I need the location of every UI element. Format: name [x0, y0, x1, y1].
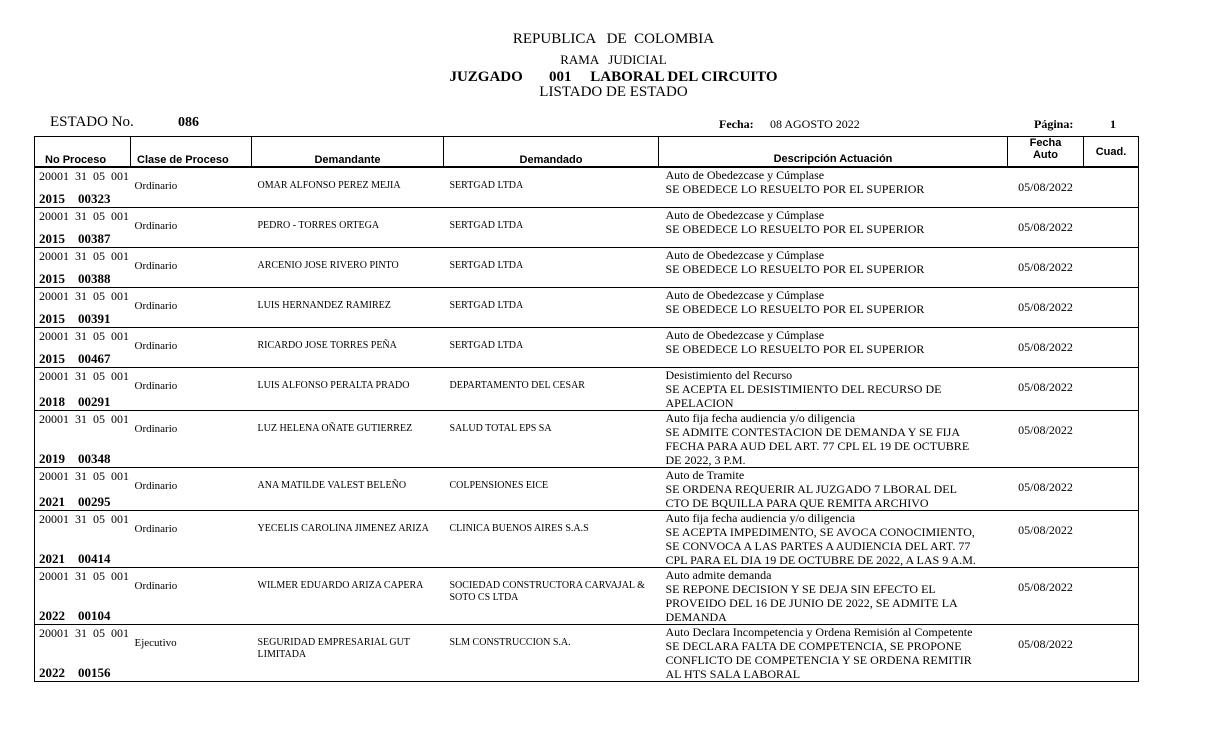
cuad: [1084, 327, 1139, 367]
proceso-cell: [35, 207, 131, 247]
proceso-number: 20001 31 05 001: [39, 625, 129, 640]
fecha-auto: 05/08/2022: [1008, 287, 1084, 327]
demandado: SLM CONSTRUCCION S.A.: [444, 624, 659, 681]
table-row: [35, 207, 1139, 247]
demandante: LUZ HELENA OÑATE GUTIERREZ: [252, 410, 444, 467]
clase-proceso: Ordinario: [131, 167, 252, 207]
clase-proceso: Ordinario: [131, 510, 252, 567]
descripcion-actuacion: [659, 467, 1008, 510]
demandante: YECELIS CAROLINA JIMENEZ ARIZA: [252, 510, 444, 567]
actuacion-detail: SE OBEDECE LO RESUELTO POR EL SUPERIOR: [665, 182, 925, 196]
clase-proceso: Ordinario: [131, 247, 252, 287]
fecha-auto: 05/08/2022: [1008, 207, 1084, 247]
descripcion-actuacion: [659, 167, 1008, 207]
estado-label: ESTADO No.: [50, 114, 134, 130]
col-demandado: Demandado: [444, 137, 659, 168]
proceso-number: 20001 31 05 001: [39, 411, 129, 426]
actuacion-detail: SE OBEDECE LO RESUELTO POR EL SUPERIOR: [665, 341, 925, 356]
proceso-year: 2015 00391: [39, 310, 111, 326]
descripcion-actuacion: [659, 247, 1008, 287]
actuacion-title: Auto admite demanda: [665, 567, 772, 582]
table-row: [35, 410, 1139, 467]
demandado: DEPARTAMENTO DEL CESAR: [444, 367, 659, 410]
demandante: LUIS ALFONSO PERALTA PRADO: [252, 367, 444, 410]
table-row: [35, 367, 1139, 410]
clase-proceso: Ordinario: [131, 567, 252, 624]
descripcion-actuacion: [659, 410, 1008, 467]
demandado: SERTGAD LTDA: [444, 287, 659, 327]
cuad: [1084, 167, 1139, 207]
table-header-row: [35, 137, 1139, 168]
actuacion-detail: SE DECLARA FALTA DE COMPETENCIA, SE PROPONE CONFLICTO DE COMPETENCIA Y SE ORDENA REMITIR AL HTS SALA LABORAL: [665, 638, 972, 681]
fecha-value: 08 AGOSTO 2022: [770, 117, 860, 131]
proceso-cell: [35, 624, 131, 681]
table-row: [35, 567, 1139, 624]
proceso-cell: [35, 367, 131, 410]
demandado: COLPENSIONES EICE: [444, 467, 659, 510]
proceso-number: 20001 31 05 001: [39, 169, 129, 183]
cuad: [1084, 510, 1139, 567]
proceso-number: 20001 31 05 001: [39, 568, 129, 583]
proceso-year: 2021 00295: [39, 493, 111, 509]
fecha-label: Fecha:: [719, 117, 754, 131]
table-row: [35, 467, 1139, 510]
demandado: SERTGAD LTDA: [444, 247, 659, 287]
pagina-value: 1: [1110, 117, 1116, 131]
demandado: SALUD TOTAL EPS SA: [444, 410, 659, 467]
proceso-cell: [35, 247, 131, 287]
header-listado: LISTADO DE ESTADO: [539, 84, 688, 100]
proceso-number: 20001 31 05 001: [39, 368, 129, 383]
actuacion-title: Auto Declara Incompetencia y Ordena Remisión al Competente: [665, 624, 973, 639]
proceso-number: 20001 31 05 001: [39, 288, 129, 303]
cuad: [1084, 624, 1139, 681]
fecha-auto: 05/08/2022: [1008, 510, 1084, 567]
fecha-auto: 05/08/2022: [1008, 467, 1084, 510]
clase-proceso: Ordinario: [131, 467, 252, 510]
clase-proceso: Ejecutivo: [131, 624, 252, 681]
col-fecha-auto-line2: Auto: [1032, 149, 1059, 161]
header-juzgado: JUZGADO 001 LABORAL DEL CIRCUITO: [449, 69, 778, 85]
proceso-number: 20001 31 05 001: [39, 208, 129, 223]
cuad: [1084, 367, 1139, 410]
actuacion-title: Auto de Obedezcase y Cúmplase: [665, 287, 825, 302]
demandado: SOCIEDAD CONSTRUCTORA CARVAJAL & SOTO CS LTDA: [444, 567, 659, 624]
actuacion-detail: SE ADMITE CONTESTACION DE DEMANDA Y SE FIJA FECHA PARA AUD DEL ART. 77 CPL EL 19 DE OCTUBRE DE 2022, 3 P.M.: [665, 424, 970, 467]
proceso-cell: [35, 567, 131, 624]
fecha-auto: 05/08/2022: [1008, 410, 1084, 467]
clase-proceso: Ordinario: [131, 287, 252, 327]
col-demandante: Demandante: [252, 137, 444, 168]
proceso-year: 2022 00104: [39, 607, 111, 623]
col-descripcion: Descripción Actuación: [659, 137, 1008, 168]
demandante: RICARDO JOSE TORRES PEÑA: [252, 327, 444, 367]
demandante: ARCENIO JOSE RIVERO PINTO: [252, 247, 444, 287]
clase-proceso: Ordinario: [131, 410, 252, 467]
proceso-year: 2015 00467: [39, 350, 111, 366]
col-no-proceso: No Proceso: [35, 137, 131, 168]
demandado: CLINICA BUENOS AIRES S.A.S: [444, 510, 659, 567]
descripcion-actuacion: [659, 567, 1008, 624]
fecha-auto: 05/08/2022: [1008, 367, 1084, 410]
cuad: [1084, 410, 1139, 467]
table-row: [35, 510, 1139, 567]
proceso-cell: [35, 327, 131, 367]
cuad: [1084, 207, 1139, 247]
actuacion-detail: SE REPONE DECISION Y SE DEJA SIN EFECTO EL PROVEIDO DEL 16 DE JUNIO DE 2022, SE ADMITE LA DEMANDA: [665, 581, 958, 624]
actuacion-detail: SE ORDENA REQUERIR AL JUZGADO 7 LBORAL DEL CTO DE BQUILLA PARA QUE REMITA ARCHIVO: [665, 481, 957, 510]
fecha-auto: 05/08/2022: [1008, 167, 1084, 207]
proceso-number: 20001 31 05 001: [39, 248, 129, 263]
col-cuad: Cuad.: [1084, 137, 1139, 168]
actuacion-title: Auto de Obedezcase y Cúmplase: [665, 327, 825, 342]
proceso-number: 20001 31 05 001: [39, 328, 129, 343]
demandante: SEGURIDAD EMPRESARIAL GUT LIMITADA: [252, 624, 444, 681]
header-rama-judicial: RAMA JUDICIAL: [560, 52, 667, 67]
demandante: ANA MATILDE VALEST BELEÑO: [252, 467, 444, 510]
cuad: [1084, 247, 1139, 287]
cuad: [1084, 567, 1139, 624]
demandante: OMAR ALFONSO PEREZ MEJIA: [252, 167, 444, 207]
descripcion-actuacion: [659, 367, 1008, 410]
fecha-auto: 05/08/2022: [1008, 327, 1084, 367]
col-fecha-auto: [1008, 137, 1084, 168]
proceso-cell: [35, 410, 131, 467]
pagina-label: Página:: [1034, 117, 1074, 131]
actuacion-title: Auto de Obedezcase y Cúmplase: [665, 207, 825, 222]
cuad: [1084, 287, 1139, 327]
table-row: [35, 624, 1139, 681]
descripcion-actuacion: [659, 510, 1008, 567]
table-row: [35, 247, 1139, 287]
actuacion-title: Auto fija fecha audiencia y/o diligencia: [665, 410, 856, 425]
estado-table: [34, 136, 1139, 682]
proceso-cell: [35, 167, 131, 207]
proceso-number: 20001 31 05 001: [39, 511, 129, 526]
descripcion-actuacion: [659, 327, 1008, 367]
actuacion-title: Auto de Tramite: [665, 467, 745, 482]
proceso-cell: [35, 287, 131, 327]
fecha-auto: 05/08/2022: [1008, 567, 1084, 624]
proceso-year: 2015 00387: [39, 230, 111, 246]
actuacion-detail: SE OBEDECE LO RESUELTO POR EL SUPERIOR: [665, 221, 925, 236]
demandado: SERTGAD LTDA: [444, 327, 659, 367]
proceso-year: 2015 00323: [39, 190, 111, 206]
proceso-cell: [35, 510, 131, 567]
col-fecha-auto-line1: Fecha: [1029, 137, 1062, 149]
cuad: [1084, 467, 1139, 510]
actuacion-detail: SE OBEDECE LO RESUELTO POR EL SUPERIOR: [665, 261, 925, 276]
actuacion-detail: SE ACEPTA IMPEDIMENTO, SE AVOCA CONOCIMIENTO, SE CONVOCA A LAS PARTES A AUDIENCIA DEL ART. 77 CPL PARA EL DIA 19 DE OCTUBRE DE 2022, A LAS 9 A.M.: [665, 524, 976, 567]
proceso-year: 2019 00348: [39, 450, 111, 466]
descripcion-actuacion: [659, 287, 1008, 327]
table-row: [35, 287, 1139, 327]
col-clase-proceso: Clase de Proceso: [131, 137, 252, 168]
header-republica: REPUBLICA DE COLOMBIA: [512, 31, 715, 47]
proceso-year: 2018 00291: [39, 393, 111, 409]
estado-number: 086: [178, 115, 199, 130]
clase-proceso: Ordinario: [131, 207, 252, 247]
clase-proceso: Ordinario: [131, 327, 252, 367]
actuacion-title: Auto de Obedezcase y Cúmplase: [665, 247, 825, 262]
fecha-auto: 05/08/2022: [1008, 247, 1084, 287]
demandante: WILMER EDUARDO ARIZA CAPERA: [252, 567, 444, 624]
proceso-cell: [35, 467, 131, 510]
actuacion-title: Auto fija fecha audiencia y/o diligencia: [665, 510, 856, 525]
actuacion-title: Auto de Obedezcase y Cúmplase: [665, 168, 825, 182]
actuacion-title: Desistimiento del Recurso: [665, 367, 793, 382]
actuacion-detail: SE OBEDECE LO RESUELTO POR EL SUPERIOR: [665, 301, 925, 316]
proceso-year: 2022 00156: [39, 664, 111, 680]
proceso-year: 2021 00414: [39, 550, 111, 566]
proceso-year: 2015 00388: [39, 270, 111, 286]
demandado: SERTGAD LTDA: [444, 207, 659, 247]
fecha-auto: 05/08/2022: [1008, 624, 1084, 681]
demandante: PEDRO - TORRES ORTEGA: [252, 207, 444, 247]
descripcion-actuacion: [659, 207, 1008, 247]
clase-proceso: Ordinario: [131, 367, 252, 410]
demandado: SERTGAD LTDA: [444, 167, 659, 207]
proceso-number: 20001 31 05 001: [39, 468, 129, 483]
table-row: [35, 167, 1139, 207]
demandante: LUIS HERNANDEZ RAMIREZ: [252, 287, 444, 327]
actuacion-detail: SE ACEPTA EL DESISTIMIENTO DEL RECURSO DE APELACION: [665, 381, 942, 410]
descripcion-actuacion: [659, 624, 1008, 681]
table-row: [35, 327, 1139, 367]
